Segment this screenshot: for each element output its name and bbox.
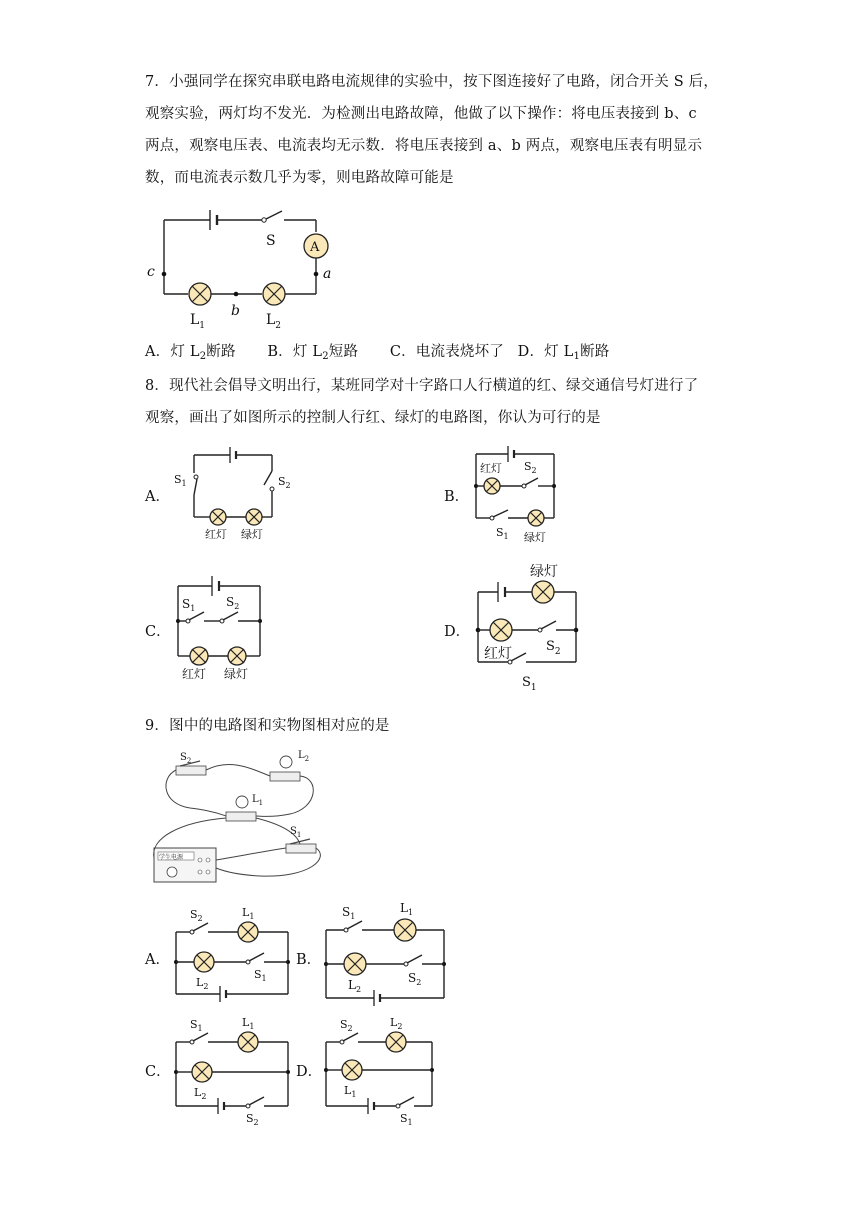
svg-text:绿灯: 绿灯 — [241, 528, 263, 541]
q8-option-a-label: A． — [145, 489, 170, 505]
svg-text:S1: $S_1$ — [400, 1112, 413, 1127]
q7-options: A．灯 $L_2$断路 B．灯 $L_2$短路 C．电流表烧坏了 D．灯 $L_1$断路 — [145, 344, 610, 362]
svg-text:S2: $S_2$ — [246, 1112, 259, 1127]
q7-line-4: 数，而电流表示数几乎为零，则电路故障可能是 — [145, 170, 454, 186]
q8-line-2: 观察，画出了如图所示的控制人行红、绿灯的电路图，你认为可行的是 — [145, 410, 601, 426]
svg-text:S1: $S_1$ — [254, 968, 267, 983]
q8-option-d-diagram — [468, 558, 598, 698]
svg-text:L2: $L_2$ — [196, 976, 209, 991]
q9-option-a-diagram — [168, 906, 298, 1006]
svg-text:L2: $L_2$ — [298, 750, 310, 763]
svg-text:L1: $L_1$ — [400, 901, 414, 917]
svg-text:L2: $L_2$ — [390, 1016, 403, 1031]
svg-text:S2: $S_2$ — [408, 971, 422, 987]
q9-option-a-label: A． — [145, 952, 170, 968]
svg-text:S2: $S_2$ — [524, 460, 537, 475]
svg-text:S2: $S_2$ — [278, 475, 291, 490]
svg-text:绿灯: 绿灯 — [224, 667, 249, 681]
q8-option-b-label: B． — [444, 489, 470, 505]
point-b-label: b — [231, 303, 240, 319]
q7-circuit-diagram — [140, 204, 340, 334]
svg-text:L1: $L_1$ — [242, 1016, 255, 1031]
point-a-label: a — [323, 266, 332, 282]
q8-option-d-label: D． — [444, 624, 471, 640]
q9-line-1: 9．图中的电路图和实物图相对应的是 — [145, 718, 390, 734]
svg-text:S1: $S_1$ — [522, 675, 537, 693]
q8-option-a-diagram — [172, 445, 292, 545]
svg-text:红灯: 红灯 — [205, 528, 227, 541]
q7-line-1: 7．小强同学在探究串联电路电流规律的实验中，按下图连接好了电路，闭合开关 S 后， — [145, 74, 719, 90]
q9-physical-circuit-picture — [140, 748, 340, 888]
svg-text:L2: $L_2$ — [348, 978, 362, 994]
switch-s-label: S — [266, 233, 276, 249]
svg-text:L1: $L_1$ — [190, 312, 206, 331]
svg-text:S1: $S_1$ — [342, 905, 356, 921]
svg-text:学生电源: 学生电源 — [159, 854, 184, 861]
svg-text:S2: $S_2$ — [340, 1018, 353, 1033]
svg-text:红灯: 红灯 — [182, 667, 207, 681]
q9-option-c-diagram — [168, 1014, 298, 1127]
q8-option-c-label: C． — [145, 624, 171, 640]
svg-text:S1: $S_1$ — [190, 1018, 203, 1033]
svg-text:绿灯: 绿灯 — [524, 531, 546, 544]
svg-text:L2: $L_2$ — [266, 312, 282, 331]
svg-text:绿灯: 绿灯 — [530, 564, 558, 580]
q9-option-d-label: D． — [296, 1064, 323, 1080]
point-c-label: c — [147, 264, 155, 280]
q9-option-c-label: C． — [145, 1064, 171, 1080]
svg-text:L1: $L_1$ — [242, 906, 255, 921]
ammeter-label: A — [310, 240, 320, 255]
q8-line-1: 8．现代社会倡导文明出行，某班同学对十字路口人行横道的红、绿交通信号灯进行了 — [145, 378, 699, 394]
svg-text:S1: $S_1$ — [174, 473, 187, 488]
svg-text:红灯: 红灯 — [484, 646, 512, 662]
svg-text:S2: $S_2$ — [546, 639, 561, 657]
svg-text:L1: $L_1$ — [252, 794, 264, 807]
svg-text:S1: $S_1$ — [290, 826, 302, 839]
svg-text:红灯: 红灯 — [480, 462, 502, 475]
q8-option-c-diagram — [168, 572, 288, 682]
svg-text:S2: $S_2$ — [226, 595, 240, 611]
q7-line-2: 观察实验，两灯均不发光．为检测出电路故障，他做了以下操作：将电压表接到 b、c — [145, 106, 697, 122]
q7-line-3: 两点，观察电压表、电流表均无示数．将电压表接到 a、b 两点，观察电压表有明显示 — [145, 138, 703, 154]
q9-option-d-diagram — [318, 1014, 458, 1127]
svg-text:L1: $L_1$ — [344, 1084, 357, 1099]
svg-text:S1: $S_1$ — [496, 526, 509, 541]
q8-option-b-diagram — [470, 446, 590, 556]
svg-text:L2: $L_2$ — [194, 1086, 207, 1101]
svg-text:S1: $S_1$ — [182, 597, 196, 613]
q9-option-b-diagram — [318, 898, 458, 1008]
q9-option-b-label: B． — [296, 952, 322, 968]
svg-text:S2: $S_2$ — [180, 752, 192, 765]
svg-text:S2: $S_2$ — [190, 908, 203, 923]
